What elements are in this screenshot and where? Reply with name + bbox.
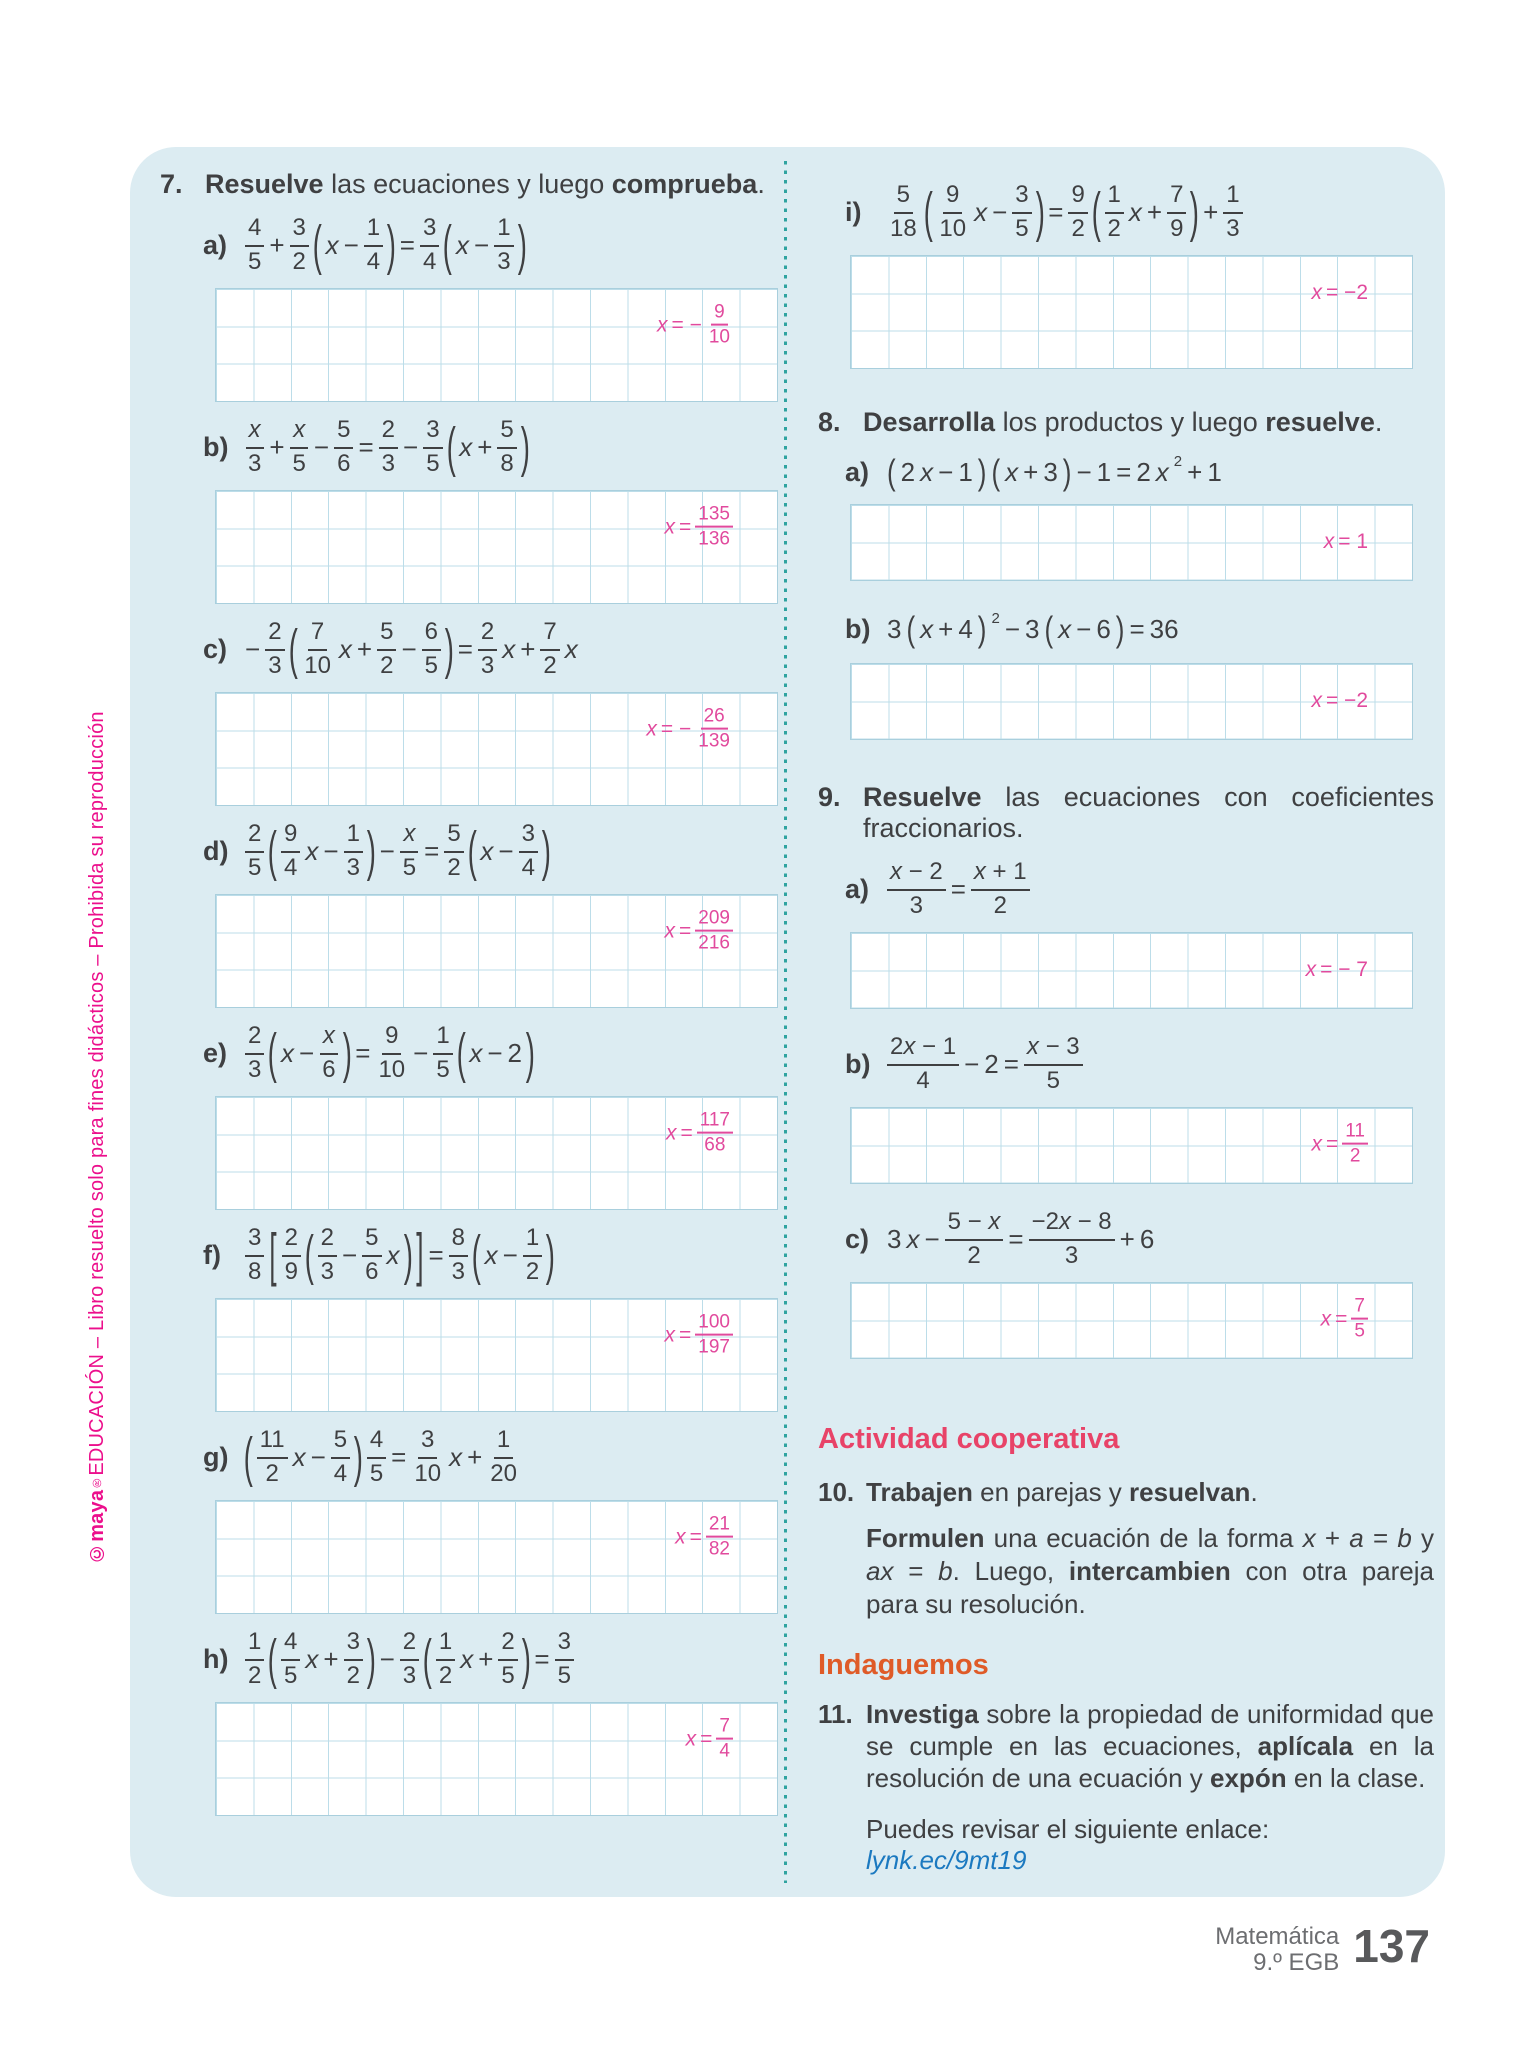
- item-label-7h: h): [203, 1643, 229, 1674]
- exercise-8b: [818, 599, 1434, 740]
- answer-7a: x = − $\frac{9}{10}$: [656, 301, 730, 348]
- exercise-10-number: 10.: [818, 1477, 855, 1507]
- exercise-7d: [160, 812, 812, 1008]
- exercise-10-intro: Trabajen en parejas y resuelvan.: [866, 1477, 1258, 1507]
- answer-grid-9a: [850, 932, 1413, 1009]
- answer-9b: x = $\frac{11}{2}$: [1312, 1122, 1369, 1169]
- exercise-7c: [160, 610, 812, 806]
- answer-grid-9b: [850, 1107, 1413, 1184]
- answer-grid-7d: [215, 894, 778, 1008]
- answer-grid-7c: [215, 692, 778, 806]
- exercise-7g: [160, 1418, 812, 1614]
- equation-9c: 3 x − $\frac{5 - x}{2}$ = $\frac{-2x - 8}{3}$ + 6: [887, 1208, 1155, 1269]
- answer-9c: x = $\frac{7}{5}$: [1321, 1297, 1368, 1344]
- answer-grid-9c: [850, 1282, 1413, 1359]
- exercise-8-number: 8.: [818, 407, 841, 437]
- answer-8a: x = 1: [1323, 530, 1368, 553]
- answer-7e: x = $\frac{117}{68}$: [666, 1111, 733, 1158]
- exercise-9a: [818, 850, 1434, 1009]
- item-label-7f: f): [203, 1239, 221, 1270]
- resource-link[interactable]: lynk.ec/9mt19: [866, 1845, 1027, 1875]
- answer-9a: x = − 7: [1305, 958, 1368, 981]
- equation-7i: $\frac{5}{18}$ ( $\frac{9}{10}$ x − $\frac{3}{5}$ ) = $\frac{9}{2}$ ( $\frac{1}{2}$ x + $\frac{7}{9}$ ) + $\frac{1}{3}$: [887, 183, 1243, 241]
- answer-grid-7b: [215, 490, 778, 604]
- answer-grid-8a: [850, 504, 1413, 581]
- exercise-7b: [160, 408, 812, 604]
- exercise-7f: [160, 1216, 812, 1412]
- equation-8b: 3 ( x + 4 ) 2 − 3 ( x − 6 ) = 36: [887, 608, 1179, 649]
- footer-subject: Matemática: [1215, 1923, 1340, 1950]
- exercise-9-number: 9.: [818, 782, 841, 812]
- equation-7b: $\frac{x}{3}$ + $\frac{x}{5}$ − $\frac{5}{6}$ = $\frac{2}{3}$ − $\frac{3}{5}$ ( x + $\frac{5}{8}$ ): [245, 418, 528, 476]
- footer-grade: 9.º EGB: [1253, 1949, 1340, 1976]
- answer-grid-8b: [850, 663, 1413, 740]
- equation-9a: $\frac{x - 2}{3}$ = $\frac{x + 1}{2}$: [887, 860, 1030, 918]
- exercise-7a: [160, 206, 812, 402]
- item-label-7d: d): [203, 835, 229, 866]
- exercise-7-number: 7.: [160, 169, 183, 199]
- exercise-7e: [160, 1014, 812, 1210]
- right-column: [818, 167, 1434, 1876]
- item-label-8a: a): [845, 456, 870, 487]
- equation-7h: $\frac{1}{2}$ ( $\frac{4}{5}$ x + $\frac{3}{2}$ ) − $\frac{2}{3}$ ( $\frac{1}{2}$ x + $\frac{2}{5}$ ) = $\frac{3}{5}$: [245, 1630, 574, 1688]
- copyright-sidebar: ©maya®EDUCACIÓN – Libro resuelto solo para fines didácticos – Prohibida su reproducción: [86, 711, 108, 1564]
- exercise-11-body: Investiga sobre la propiedad de uniformidad que se cumple en las ecuaciones, aplícala en la resolución de una ecuación y expón en la clase.: [866, 1699, 1435, 1793]
- equation-8a: ( 2 x − 1 ) ( x + 3 ) − 1 = 2 x 2 + 1: [887, 451, 1222, 492]
- exercise-8a: [818, 444, 1434, 581]
- item-label-7e: e): [203, 1037, 228, 1068]
- equation-9b: $\frac{2x - 1}{4}$ − 2 = $\frac{x - 3}{5}$: [887, 1035, 1083, 1093]
- equation-7f: $\frac{3}{8}$ [ $\frac{2}{9}$ ( $\frac{2}{3}$ − $\frac{5}{6}$ x ) ] = $\frac{8}{3}$ ( x − $\frac{1}{2}$ ): [245, 1226, 554, 1284]
- page-footer: [1215, 1920, 1430, 1976]
- equation-7d: $\frac{2}{5}$ ( $\frac{9}{4}$ x − $\frac{1}{3}$ ) − $\frac{x}{5}$ = $\frac{5}{2}$ ( x − $\frac{3}{4}$ ): [245, 822, 550, 880]
- answer-7b: x = $\frac{135}{136}$: [665, 505, 733, 552]
- answer-7i: x = −2: [1311, 281, 1368, 304]
- item-label-7a: a): [203, 229, 228, 260]
- activity-heading: Actividad cooperativa: [818, 1423, 1120, 1455]
- answer-grid-7e: [215, 1096, 778, 1210]
- answer-7c: x = − $\frac{26}{139}$: [646, 705, 730, 752]
- answer-grid-7g: [215, 1500, 778, 1614]
- answer-7f: x = $\frac{100}{197}$: [665, 1313, 733, 1360]
- item-label-8b: b): [845, 613, 871, 644]
- link-line: [866, 1814, 1434, 1876]
- exercise-7h: [160, 1620, 812, 1816]
- answer-8b: x = −2: [1311, 689, 1368, 712]
- left-column: [160, 169, 812, 1822]
- exercise-7-title: Resuelve las ecuaciones y luego comprueba.: [205, 169, 765, 199]
- exercise-9c: [818, 1200, 1434, 1359]
- item-label-7c: c): [203, 633, 228, 664]
- equation-7e: $\frac{2}{3}$ ( x − $\frac{x}{6}$ ) = $\frac{9}{10}$ − $\frac{1}{5}$ ( x − 2 ): [245, 1024, 534, 1082]
- item-label-9c: c): [845, 1223, 870, 1254]
- equation-7a: $\frac{4}{5}$ + $\frac{3}{2}$ ( x − $\frac{1}{4}$ ) = $\frac{3}{4}$ ( x − $\frac{1}{3}$ ): [245, 216, 525, 274]
- exercise-9b: [818, 1025, 1434, 1184]
- item-label-7i: i): [845, 196, 862, 227]
- answer-7h: x = $\frac{7}{4}$: [686, 1717, 733, 1764]
- page-number: 137: [1353, 1920, 1430, 1972]
- indaguemos-heading: Indaguemos: [818, 1649, 989, 1681]
- answer-grid-7h: [215, 1702, 778, 1816]
- answer-grid-7a: [215, 288, 778, 402]
- exercise-11: [818, 1698, 1434, 1794]
- item-label-9b: b): [845, 1048, 871, 1079]
- exercise-11-number: 11.: [818, 1699, 853, 1729]
- answer-7g: x = $\frac{21}{82}$: [675, 1515, 733, 1562]
- exercise-8-title: Desarrolla los productos y luego resuelve.: [863, 407, 1383, 437]
- exercise-7-heading: [160, 169, 812, 200]
- exercise-9-title: Resuelve las ecuaciones con coeficientes fraccionarios.: [863, 782, 1434, 843]
- exercise-7i: [818, 173, 1434, 369]
- item-label-9a: a): [845, 873, 870, 904]
- equation-7c: − $\frac{2}{3}$ ( $\frac{7}{10}$ x + $\frac{5}{2}$ − $\frac{6}{5}$ ) = $\frac{2}{3}$ x + $\frac{7}{2}$ x: [245, 616, 578, 680]
- exercise-10-body: Formulen una ecuación de la forma x + a = b y ax = b. Luego, intercambien con otra pareja para su resolución.: [866, 1523, 1434, 1619]
- item-label-7g: g): [203, 1441, 229, 1472]
- exercise-10: [818, 1476, 1434, 1508]
- exercise-8-heading: [818, 407, 1434, 438]
- exercise-9-heading: [818, 782, 1434, 844]
- equation-7g: ( $\frac{11}{2}$ x − $\frac{5}{4}$ ) $\frac{4}{5}$ = $\frac{3}{10}$ x + $\frac{1}{20}$: [243, 1424, 517, 1488]
- answer-grid-7i: [850, 255, 1413, 369]
- worksheet-panel: [130, 147, 1445, 1897]
- link-prefix: Puedes revisar el siguiente enlace:: [866, 1814, 1270, 1844]
- item-label-7b: b): [203, 431, 229, 462]
- answer-7d: x = $\frac{209}{216}$: [665, 909, 733, 956]
- answer-grid-7f: [215, 1298, 778, 1412]
